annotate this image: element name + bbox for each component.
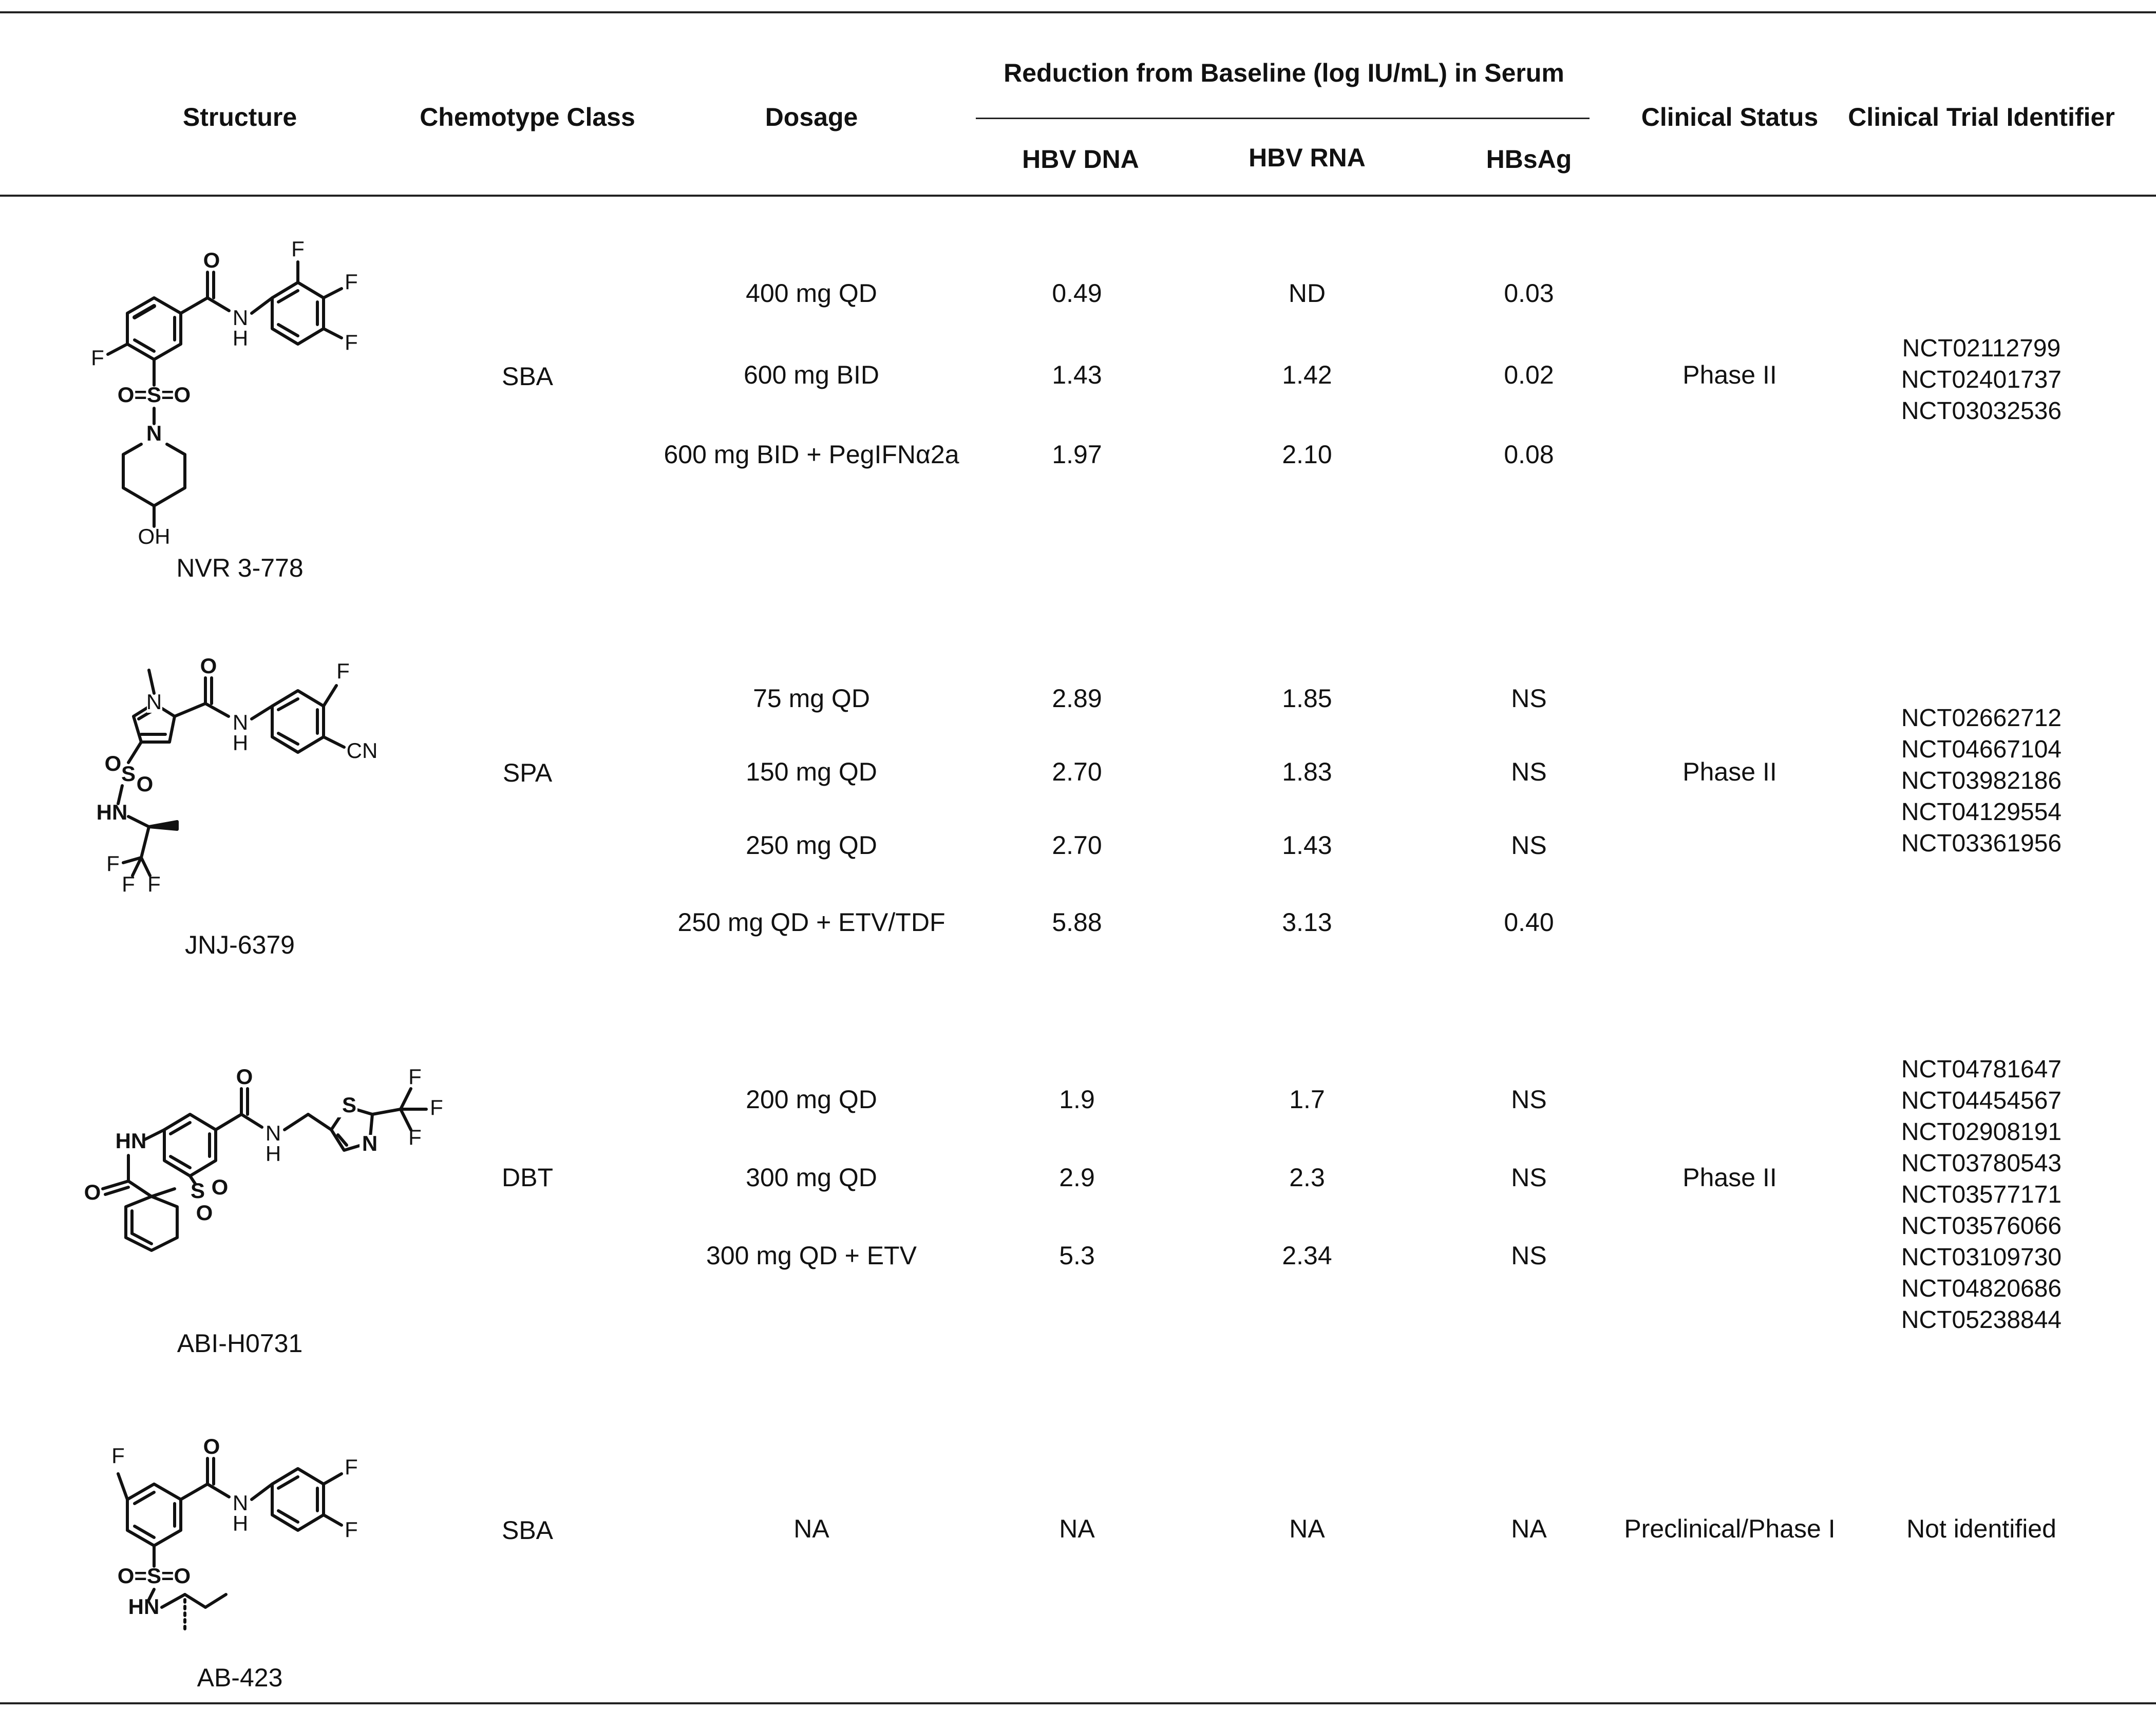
hbv-dna-value: 1.9 — [1059, 1085, 1095, 1114]
hbv-dna-value: 2.9 — [1059, 1163, 1095, 1192]
clinical-status: Phase II — [1682, 757, 1777, 786]
atom-label: N — [146, 421, 162, 446]
header-structure: Structure — [182, 103, 297, 131]
atom-label: N — [265, 1121, 281, 1146]
hbsag-value: NA — [1511, 1514, 1547, 1543]
structure-nvr-3-778 — [77, 205, 395, 555]
structure-jnj-6379 — [77, 632, 395, 919]
header-clinical-status: Clinical Status — [1641, 103, 1819, 131]
trial-identifier-text: Not identified — [1906, 1514, 2056, 1543]
hbsag-value: 0.40 — [1504, 908, 1554, 937]
header-hbv-rna: HBV RNA — [1249, 143, 1366, 172]
clinical-status: Phase II — [1682, 360, 1777, 389]
hbsag-value: 0.03 — [1504, 279, 1554, 308]
trial-id: NCT03576066 — [1901, 1212, 2062, 1240]
trial-id: NCT03361956 — [1901, 830, 2062, 857]
atom-label: O=S=O — [117, 1564, 191, 1588]
hbv-rna-value: 1.7 — [1289, 1085, 1325, 1114]
chemotype-class: SBA — [501, 1516, 554, 1545]
trial-id: NCT04781647 — [1901, 1056, 2062, 1083]
atom-label: OH — [138, 524, 171, 549]
compound-name: AB-423 — [197, 1663, 283, 1692]
hbv-dna-value: 5.88 — [1052, 908, 1102, 937]
atom-label: O — [136, 772, 154, 796]
trial-id: NCT03577171 — [1901, 1181, 2062, 1208]
hbsag-value: NS — [1511, 831, 1547, 860]
atom-label: F — [291, 237, 305, 261]
hbv-dna-value: 2.89 — [1052, 684, 1102, 713]
trial-id: NCT02662712 — [1901, 705, 2062, 732]
atom-label: F — [122, 872, 135, 897]
atom-label: S — [342, 1093, 357, 1117]
dosage: 400 mg QD — [746, 279, 877, 308]
top-rule — [0, 11, 2156, 13]
dosage: 600 mg BID — [743, 360, 880, 389]
hbsag-value: 0.08 — [1504, 440, 1554, 469]
structure-abi-h0731 — [41, 1053, 472, 1320]
trial-identifiers — [1901, 333, 2062, 427]
hbsag-value: NS — [1511, 1085, 1547, 1114]
compound-name: JNJ-6379 — [185, 930, 295, 959]
compound-name: ABI-H0731 — [177, 1329, 303, 1358]
atom-label: O — [104, 751, 122, 776]
atom-label: HN — [128, 1594, 160, 1619]
dosage: 600 mg BID + PegIFNα2a — [664, 440, 959, 469]
chemotype-class: DBT — [502, 1163, 553, 1192]
hbv-rna-value: 2.10 — [1282, 440, 1332, 469]
atom-label: F — [91, 346, 104, 370]
hbsag-value: NS — [1511, 757, 1547, 786]
hbsag-value: NS — [1511, 1241, 1547, 1270]
trial-identifiers — [1901, 702, 2062, 859]
hbsag-value: NS — [1511, 684, 1547, 713]
atom-label: N — [232, 1491, 249, 1515]
hbv-dna-value: NA — [1059, 1514, 1095, 1543]
chemotype-class: SPA — [502, 758, 553, 787]
atom-label: F — [345, 1455, 358, 1479]
trial-id: NCT02112799 — [1902, 335, 2061, 362]
clinical-status: Preclinical/Phase I — [1624, 1514, 1836, 1543]
trial-id: NCT04820686 — [1901, 1275, 2062, 1302]
hbv-dna-value: 5.3 — [1059, 1241, 1095, 1270]
chemotype-class: SBA — [501, 362, 554, 391]
atom-label: O — [211, 1175, 229, 1200]
clinical-status: Phase II — [1682, 1163, 1777, 1192]
atom-label: F — [430, 1095, 443, 1120]
trial-id: NCT02401737 — [1901, 366, 2062, 393]
trial-id: NCT04667104 — [1901, 736, 2062, 763]
header-hbv-dna: HBV DNA — [1022, 145, 1139, 174]
dosage: 200 mg QD — [746, 1085, 877, 1114]
trial-id: NCT03780543 — [1901, 1150, 2062, 1177]
subheader-rule — [976, 118, 1590, 119]
atom-label: O=S=O — [117, 383, 191, 407]
header-bottom-rule — [0, 195, 2156, 197]
bottom-rule — [0, 1702, 2156, 1704]
trial-id: NCT03109730 — [1901, 1244, 2062, 1271]
atom-label: F — [345, 270, 358, 294]
dosage: 150 mg QD — [746, 757, 877, 786]
atom-label: H — [232, 1511, 249, 1536]
header-reduction-group: Reduction from Baseline (log IU/mL) in Serum — [1004, 59, 1564, 87]
atom-label: H — [232, 326, 249, 351]
hbv-rna-value: 1.42 — [1282, 360, 1332, 389]
trial-id: NCT03982186 — [1901, 767, 2062, 794]
atom-label: H — [232, 731, 249, 755]
dosage: 75 mg QD — [753, 684, 870, 713]
dosage: NA — [793, 1514, 829, 1543]
hbsag-value: 0.02 — [1504, 360, 1554, 389]
hbv-rna-value: 1.85 — [1282, 684, 1332, 713]
hbv-rna-value: 2.34 — [1282, 1241, 1332, 1270]
trial-id: NCT05238844 — [1901, 1306, 2062, 1334]
header-dosage: Dosage — [765, 103, 858, 131]
hbv-dna-value: 1.97 — [1052, 440, 1102, 469]
trial-id: NCT02908191 — [1901, 1118, 2062, 1146]
header-hbsag: HBsAg — [1486, 145, 1572, 174]
atom-label: CN — [346, 738, 378, 763]
atom-label: O — [203, 1434, 220, 1459]
trial-identifiers — [1901, 1054, 2062, 1336]
hbv-dna-value: 2.70 — [1052, 757, 1102, 786]
compound-name: NVR 3-778 — [176, 554, 304, 582]
hbsag-value: NS — [1511, 1163, 1547, 1192]
dosage: 300 mg QD — [746, 1163, 877, 1192]
atom-label: F — [345, 1517, 358, 1542]
atom-label: N — [232, 710, 249, 735]
atom-label: O — [236, 1065, 253, 1089]
dosage: 250 mg QD + ETV/TDF — [677, 908, 945, 937]
atom-label: N — [362, 1131, 378, 1156]
hbv-rna-value: ND — [1288, 279, 1326, 308]
atom-label: O — [196, 1201, 213, 1225]
atom-label: F — [408, 1065, 422, 1089]
hbv-rna-value: 1.43 — [1282, 831, 1332, 860]
dosage: 300 mg QD + ETV — [706, 1241, 917, 1270]
atom-label: N — [146, 690, 162, 714]
trial-id: NCT04129554 — [1901, 799, 2062, 826]
hbv-dna-value: 2.70 — [1052, 831, 1102, 860]
atom-label: O — [203, 248, 220, 273]
hbv-rna-value: NA — [1289, 1514, 1325, 1543]
atom-label: O — [200, 654, 217, 678]
atom-label: F — [336, 659, 350, 683]
atom-label: HN — [96, 800, 128, 825]
dosage: 250 mg QD — [746, 831, 877, 860]
hbv-rna-value: 2.3 — [1289, 1163, 1325, 1192]
atom-label: HN — [115, 1129, 147, 1153]
trial-id: NCT04454567 — [1901, 1087, 2062, 1114]
header-clinical-trial-identifier: Clinical Trial Identifier — [1848, 103, 2115, 131]
atom-label: H — [265, 1142, 281, 1166]
atom-label: F — [147, 872, 161, 897]
atom-label: F — [106, 851, 120, 876]
hbv-rna-value: 3.13 — [1282, 908, 1332, 937]
atom-label: S — [190, 1179, 205, 1203]
atom-label: F — [345, 330, 358, 355]
atom-label: F — [408, 1125, 422, 1150]
atom-label: N — [232, 306, 249, 330]
hbv-dna-value: 1.43 — [1052, 360, 1102, 389]
trial-id: NCT03032536 — [1901, 397, 2062, 425]
hbv-dna-value: 0.49 — [1052, 279, 1102, 308]
atom-label: O — [84, 1180, 101, 1205]
atom-label: F — [111, 1443, 125, 1468]
structure-ab-423 — [77, 1397, 395, 1654]
hbv-rna-value: 1.83 — [1282, 757, 1332, 786]
atom-label: S — [121, 762, 136, 786]
header-chemotype-class: Chemotype Class — [420, 103, 635, 131]
